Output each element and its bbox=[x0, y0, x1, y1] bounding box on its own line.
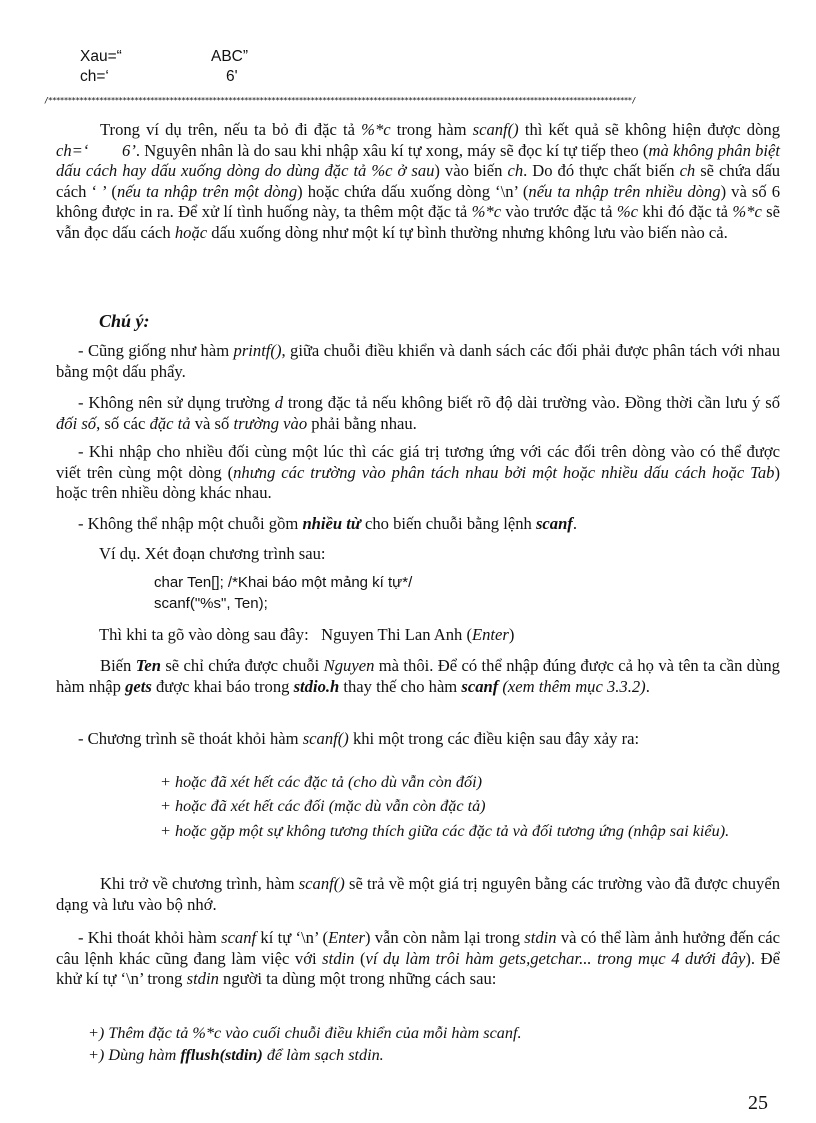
code-line-2: scanf("%s", Ten); bbox=[154, 595, 268, 612]
condition-item: + hoặc gặp một sự không tương thích giữa các đặc tả và đối tương ứng (nhập sai kiểu). bbox=[160, 822, 730, 840]
output-ch-label: ch=‘ bbox=[80, 68, 109, 85]
condition-item: + hoặc đã xét hết các đặc tả (cho dù vẫn còn đối) bbox=[160, 773, 482, 791]
note-item-multiword: - Không thể nhập một chuỗi gồm nhiều từ cho biến chuỗi bằng lệnh scanf. bbox=[78, 514, 577, 533]
note-item-field-width: - Không nên sử dụng trường d trong đặc tả nếu không biết rõ độ dài trường vào. Đồng thời cần lưu ý số đối số, số các đặc tả và số trường vào phải bằng nhau. bbox=[56, 393, 780, 433]
code-line-1: char Ten[]; /*Khai báo một mảng kí tự*/ bbox=[154, 574, 413, 591]
note-item-multiple-inputs: - Khi nhập cho nhiều đối cùng một lúc thì các giá trị tương ứng với các đối trên dòng vào có thể được viết trên cùng một dòng (nhưng các trường vào phân tách nhau bởi một hoặc nhiều dấu cách hoặc Tab) hoặc trên nhiều dòng khác nhau. bbox=[56, 442, 780, 503]
input-line: Thì khi ta gõ vào dòng sau đây: Nguyen Thi Lan Anh (Enter) bbox=[99, 625, 515, 644]
note-item-exit-conditions: - Chương trình sẽ thoát khỏi hàm scanf() khi một trong các điều kiện sau đây xảy ra: bbox=[78, 729, 640, 748]
paragraph-return-value: Khi trở về chương trình, hàm scanf() sẽ trả về một giá trị nguyên bằng các trường vào đã được chuyển dạng và lưu vào bộ nhớ. bbox=[56, 874, 781, 914]
note-item-newline-stdin: - Khi thoát khỏi hàm scanf kí tự ‘\n’ (Enter) vẫn còn nằm lại trong stdin và có thể làm ảnh hưởng đến các câu lệnh khác cũng đang làm việc với stdin (ví dụ làm trôi hàm gets,getchar... trong mục 4 dưới đây). Để khử kí tự ‘\n’ trong stdin người ta dùng một trong những cách sau: bbox=[56, 928, 780, 989]
note-title: Chú ý: bbox=[99, 311, 150, 331]
output-ch-value: 6' bbox=[226, 68, 238, 85]
paragraph-explanation: Trong ví dụ trên, nếu ta bỏ đi đặc tả %*c trong hàm scanf() thì kết quả sẽ không hiện được dòng ch=‘ 6’. Nguyên nhân là do sau khi nhập xâu kí tự xong, máy sẽ đọc kí tự tiếp theo (mà không phân biệt dấu cách hay dấu xuống dòng do dùng đặc tả %c ở sau) vào biến ch. Do đó thực chất biến ch sẽ chứa dấu cách ‘ ’ (nếu ta nhập trên một dòng) hoặc chứa dấu xuống dòng ‘\n’ (nếu ta nhập trên nhiều dòng) và số 6 không được in ra. Để xử lí tình huống này, ta thêm một đặc tả %*c vào trước đặc tả %c khi đó đặc tả %*c sẽ vẫn đọc dấu cách hoặc dấu xuống dòng như một kí tự bình thường nhưng không lưu vào biến nào cả. bbox=[56, 120, 781, 242]
page-number: 25 bbox=[748, 1092, 768, 1114]
fix-item-specifier: +) Thêm đặc tả %*c vào cuối chuỗi điều khiển của mỗi hàm scanf. bbox=[88, 1024, 522, 1042]
fix-item-fflush: +) Dùng hàm fflush(stdin) để làm sạch stdin. bbox=[88, 1046, 384, 1064]
paragraph-gets: Biến Ten sẽ chỉ chứa được chuỗi Nguyen mà thôi. Để có thể nhập đúng được cả họ và tên ta cần dùng hàm nhập gets được khai báo trong stdio.h thay thế cho hàm scanf (xem thêm mục 3.3.2). bbox=[56, 656, 780, 696]
example-intro: Ví dụ. Xét đoạn chương trình sau: bbox=[99, 544, 326, 563]
output-xau-label: Xau=“ bbox=[80, 48, 122, 65]
condition-item: + hoặc đã xét hết các đối (mặc dù vẫn còn đặc tả) bbox=[160, 797, 486, 815]
comment-divider: /*****************************************************************************************************************************************************/ bbox=[44, 96, 636, 105]
output-xau-value: ABC” bbox=[211, 48, 249, 65]
note-item-separator: - Cũng giống như hàm printf(), giữa chuỗi điều khiển và danh sách các đối phải được phân tách với nhau bằng một dấu phẩy. bbox=[56, 341, 780, 381]
